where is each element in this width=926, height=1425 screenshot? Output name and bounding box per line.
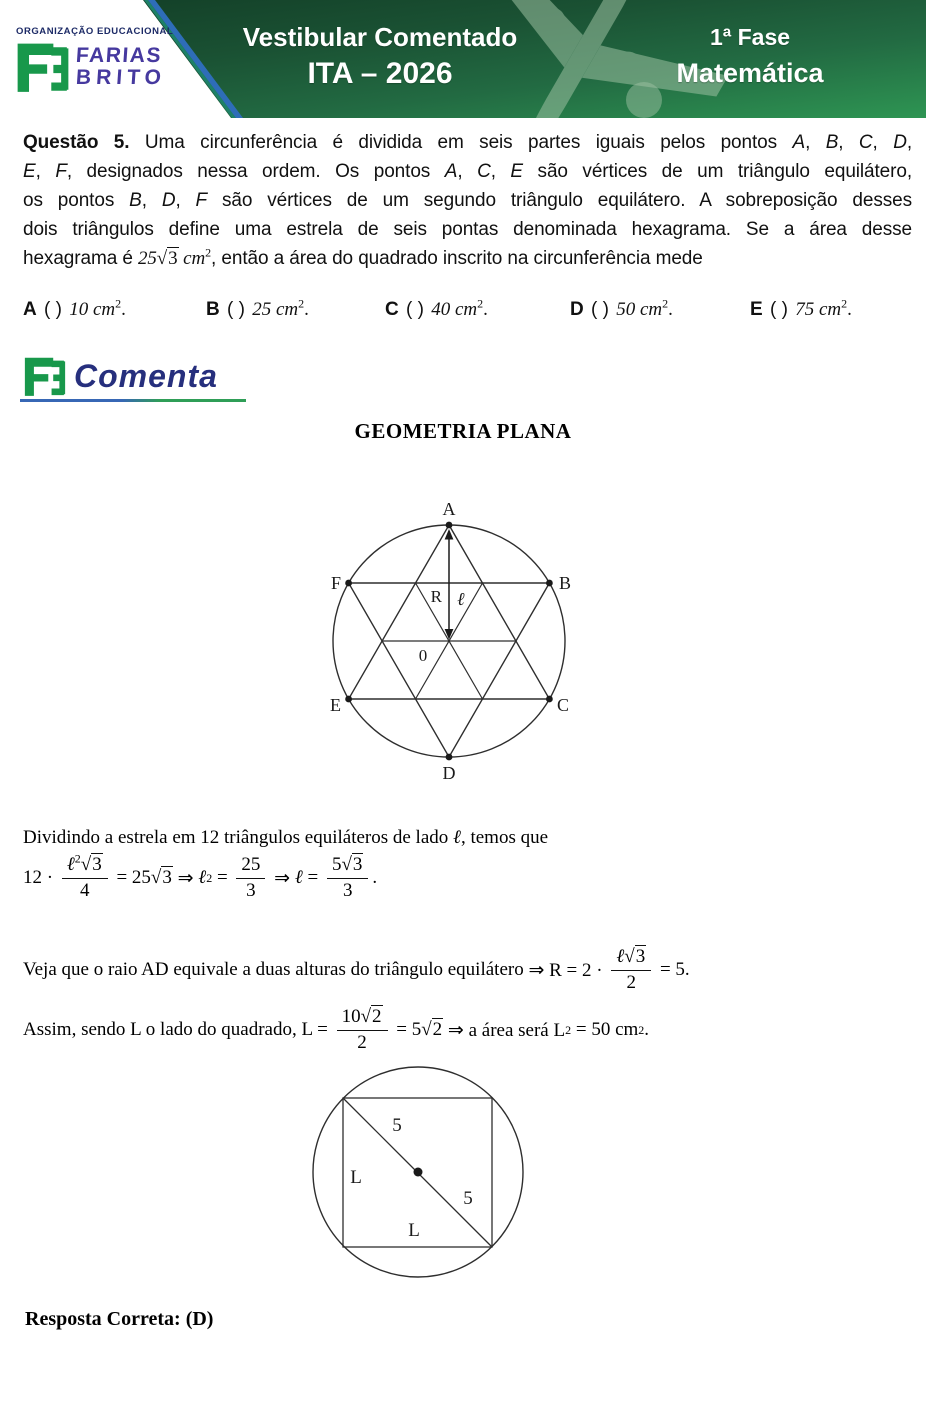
option-parens: ( ) (406, 299, 424, 320)
solution-paragraph-2 (23, 938, 690, 1002)
option-parens: ( ) (591, 299, 609, 320)
option-c (385, 296, 488, 321)
option-e (750, 296, 852, 321)
comenta-label: Comenta (74, 358, 218, 394)
solution-paragraph-1: Dividindo a estrela em 12 triângulos equiláteros de lado ℓ, temos que (23, 827, 549, 848)
point-label-c: C (557, 695, 570, 715)
org-label: ORGANIZAÇÃO EDUCACIONAL (16, 26, 174, 37)
option-value: 10 $cm^2$. (69, 296, 126, 320)
paragraph-2-text: Veja que o raio AD equivale a duas alturas do triângulo equilátero (23, 959, 529, 980)
solution-paragraph-3 (23, 1000, 649, 1060)
point-label-a: A (442, 499, 456, 519)
diagonal-lower-label: 5 (463, 1188, 473, 1209)
formula-2: ⇒ R = 2 · $\frac{\text{ℓ√3}}{2}$ = 5. (528, 945, 690, 993)
point-label-f: F (330, 573, 341, 593)
brand-farias: FARIAS (75, 44, 163, 67)
question-line: E, F, designados nessa ordem. Os pontos A, C, E são vértices de um triângulo equilátero, (23, 161, 913, 182)
header-phase: 1ª Fase (709, 24, 791, 50)
fb-comenta-icon (22, 356, 68, 398)
side-label: ℓ (457, 589, 465, 609)
option-letter: A (23, 299, 37, 320)
comenta-underline (20, 399, 246, 402)
question-line: hexagrama é 25√3 $cm^2$, então a área do quadrado inscrito na circunferência mede (23, 245, 703, 269)
header-title-line2: ITA – 2026 (307, 57, 453, 90)
center-dot (414, 1168, 423, 1177)
option-value: 40 $cm^2$. (431, 296, 488, 320)
option-letter: D (570, 299, 584, 320)
question-line: dois triângulos define uma estrela de seis pontas denominada hexagrama. Se a área desse (23, 219, 912, 240)
fb-logo-icon (14, 42, 72, 94)
solution-heading: GEOMETRIA PLANA (354, 419, 572, 443)
option-d (570, 296, 673, 321)
hexagram-figure (320, 497, 582, 787)
side-bottom-label: L (408, 1220, 420, 1241)
formula-1: 12 · $\frac{\ell^2√3}{4}$ = 25 √3 ⇒ ℓ 2 = $\frac{25}{3}$ ⇒ ℓ = $\frac{5√3}{3}$ . (23, 851, 378, 901)
point-label-e: E (330, 695, 341, 715)
option-parens: ( ) (44, 299, 62, 320)
point-label-d: D (442, 763, 456, 783)
option-parens: ( ) (769, 299, 788, 320)
center-label: 0 (418, 646, 428, 665)
answer-text: Resposta Correta: (D) (25, 1308, 214, 1330)
option-letter: B (206, 299, 220, 320)
option-value: 50 $cm^2$. (616, 296, 673, 320)
question-line: Questão 5. Uma circunferência é dividida em seis partes iguais pelos pontos A, B, C, D, (23, 132, 912, 153)
square-figure (302, 1062, 534, 1284)
brand-brito: BRITO (75, 66, 167, 89)
diagonal-upper-label: 5 (392, 1115, 402, 1136)
paragraph-3-text: Assim, sendo L o lado do quadrado, (23, 1019, 302, 1040)
formula-3: L = $\frac{10√2}{2}$ = 5 √2 ⇒ a área será L 2 = 50 cm 2 . (301, 1005, 650, 1053)
page-header (0, 0, 926, 118)
option-b (206, 296, 309, 321)
option-parens: ( ) (227, 299, 245, 320)
radius-arrow (445, 529, 454, 640)
option-value: 75 $cm^2$. (795, 296, 852, 320)
option-letter: C (385, 299, 399, 320)
question-line: os pontos B, D, F são vértices de um segundo triângulo equilátero. A sobreposição desses (23, 190, 912, 211)
question-paragraph (23, 128, 912, 273)
option-a (23, 296, 126, 321)
header-title-line1: Vestibular Comentado (242, 22, 518, 52)
radius-label: R (430, 587, 442, 606)
option-value: 25 $cm^2$. (252, 296, 309, 320)
side-left-label: L (350, 1167, 362, 1188)
header-subject: Matemática (676, 58, 824, 88)
point-label-b: B (559, 573, 572, 593)
option-letter: E (750, 299, 763, 320)
